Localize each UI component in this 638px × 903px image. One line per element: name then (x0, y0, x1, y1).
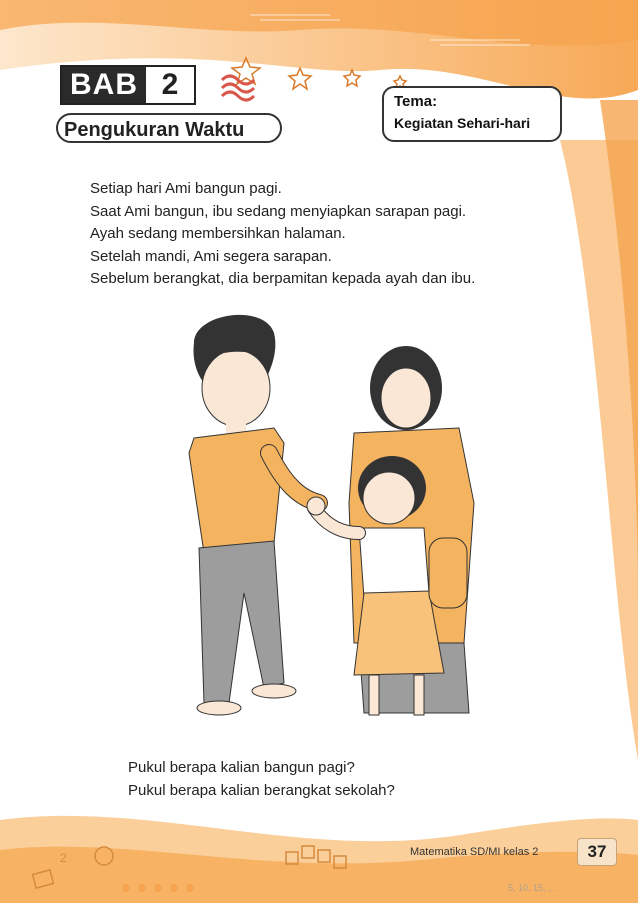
bab-label: BAB (62, 67, 146, 103)
theme-value: Kegiatan Sehari-hari (394, 115, 531, 131)
bab-number: 2 (161, 68, 179, 101)
question-line: Pukul berapa kalian berangkat sekolah? (128, 781, 395, 799)
questions (128, 757, 395, 802)
question-line: Pukul berapa kalian bangun pagi? (128, 759, 355, 776)
family-illustration (174, 303, 492, 723)
theme-box (382, 86, 562, 142)
svg-text:2: 2 (60, 851, 67, 865)
chapter-title: Pengukuran Waktu (56, 113, 282, 143)
page-number: 37 (577, 838, 617, 866)
chapter-badge (60, 65, 196, 105)
story-line: Setiap hari Ami bangun pagi. (90, 180, 282, 197)
footer-sequence: 5, 10, 15, ... (508, 883, 556, 893)
book-title: Matematika SD/MI kelas 2 (410, 846, 539, 858)
story-line: Ayah sedang membersihkan halaman. (90, 225, 346, 242)
story-line: Saat Ami bangun, ibu sedang menyiapkan sarapan pagi. (90, 202, 467, 220)
story-line: Sebelum berangkat, dia berpamitan kepada ayah dan ibu. (90, 270, 476, 287)
story-text (90, 178, 475, 291)
decorative-dots (122, 884, 194, 892)
theme-label: Tema: (394, 93, 438, 110)
story-line: Setelah mandi, Ami segera sarapan. (90, 247, 332, 265)
